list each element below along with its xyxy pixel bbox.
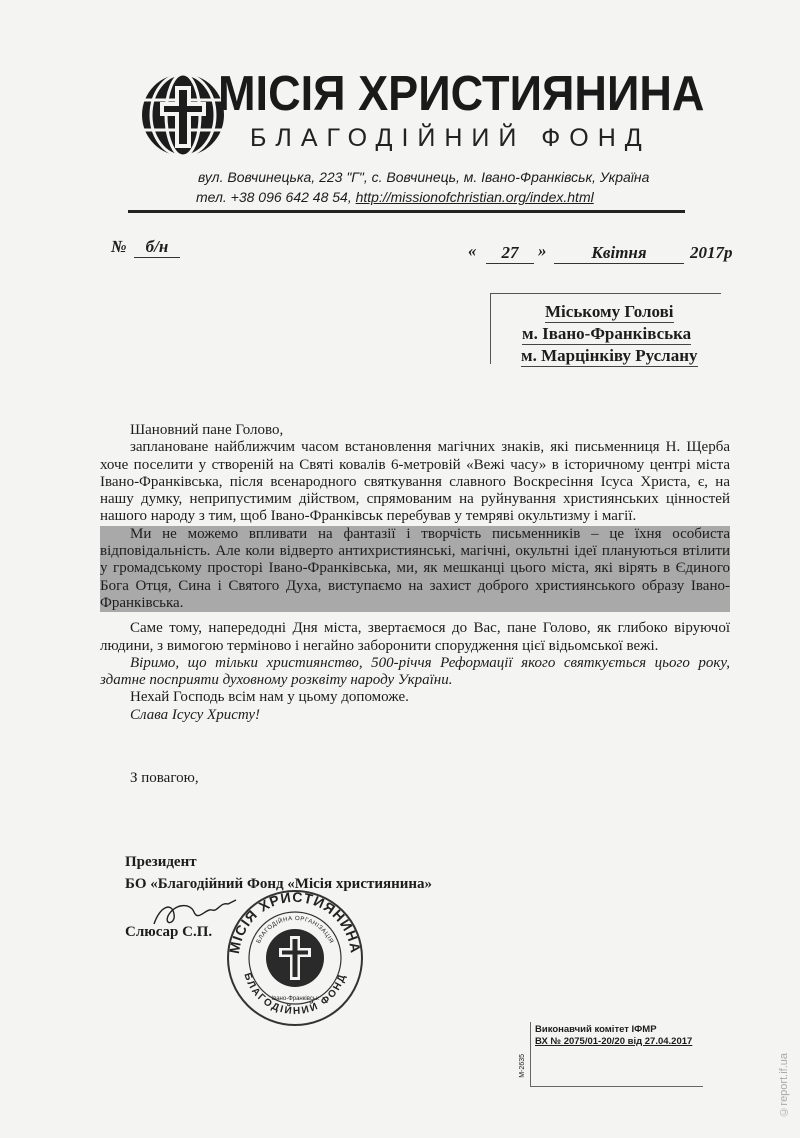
paragraph-5: Нехай Господь всім нам у цьому допоможе. (130, 689, 409, 706)
signer-role: Президент (125, 854, 197, 870)
org-subtitle: БЛАГОДІЙНИЙ ФОНД (250, 124, 651, 152)
paragraph-4: Віримо, що тільки християнство, 500-річчя Реформації якого святкується цього року, здатне посприяти духовному розквіту народу України. (100, 654, 730, 689)
date-day: 27 (486, 243, 534, 264)
org-title: МІСІЯ ХРИСТИЯНИНА (218, 67, 705, 121)
date-month: Квітня (554, 243, 684, 264)
paragraph-6: Слава Ісусу Христу! (130, 706, 260, 723)
doc-number-label: № (111, 237, 127, 256)
signer-name: Слюсар С.П. (125, 924, 213, 940)
seal-inner-text: БЛАГОДІЙНА ОРГАНІЗАЦІЯ (256, 915, 334, 945)
registration-line-2: ВХ № 2075/01-20/20 від 27.04.2017 (535, 1036, 693, 1047)
recipient-line-1: Міському Голові (545, 302, 674, 321)
org-url[interactable]: http://missionofchristian.org/index.html (355, 189, 594, 205)
seal-city-text: Івано-Франківськ (271, 996, 319, 1002)
date-year: 2017р (690, 243, 733, 262)
watermark: ©report.if.ua (778, 1053, 790, 1118)
recipient-line-3: м. Марцінківу Руслану (521, 346, 698, 365)
registration-box (530, 1022, 703, 1087)
seal-bottom-text: БЛАГОДІЙНИЙ ФОНД (241, 971, 349, 1018)
date-quote-open: « (468, 241, 477, 260)
date-quote-close: » (538, 241, 547, 260)
org-phone: тел. +38 096 642 48 54, (196, 189, 352, 205)
logo-globe-cross-icon (140, 72, 226, 158)
paragraph-1: заплановане найближчим часом встановлення магічних знаків, які письменниця Н. Щерба хоче поселити у створеній на Святі ковалів 6-метровій «Вежі часу» в історичному центрі міста Івано-Франківська, після всенародного святкування славного Воскресіння Ісуса Христа, є, на нашу думку, неприпустимим дійством, спрямованим на руйнування християнських цінностей нашого народу з тим, щоб Івано-Франківськ перебував у темряві окультизму і магії. (100, 439, 730, 525)
organization-seal (225, 888, 365, 1028)
registration-line-1: Виконавчий комітет ІФМР (535, 1024, 657, 1035)
org-address: вул. Вовчинецька, 223 "Г", с. Вовчинець, м. Івано-Франківськ, Україна (198, 169, 650, 185)
seal-top-text: МІСІЯ ХРИСТИЯНИНА (225, 888, 364, 955)
paragraph-3: Саме тому, напередодні Дня міста, звертаємося до Вас, пане Голово, як глибоко віруючої людини, з вимогою терміново і негайно заборонити спорудження цієї відьомської вежі. (100, 620, 730, 654)
closing: З повагою, (130, 770, 199, 786)
recipient-line-2: м. Івано-Франківська (522, 324, 692, 343)
signer-org: БО «Благодійний Фонд «Місія християнина» (125, 876, 433, 892)
paragraph-2: Ми не можемо впливати на фантазії і творчість письменників – це їхня особиста відповідальність. Але коли відверто антихристиянські, магічні, окультні ідеї плануються втілити у громадському просторі Івано-Франківська, ми, як мешканці цього міста, які вірять в Єдиного Бога Отця, Сина і Святого Духа, виступаємо на захист доброго християнського образу Івано-Франківська. (100, 525, 730, 611)
header-divider (128, 210, 685, 213)
letter-body (100, 422, 730, 724)
org-contacts (196, 189, 594, 205)
registration-side-code: М-2635 (519, 1054, 526, 1078)
greeting: Шановний пане Голово, (130, 422, 284, 438)
doc-number: б/н (134, 237, 180, 258)
